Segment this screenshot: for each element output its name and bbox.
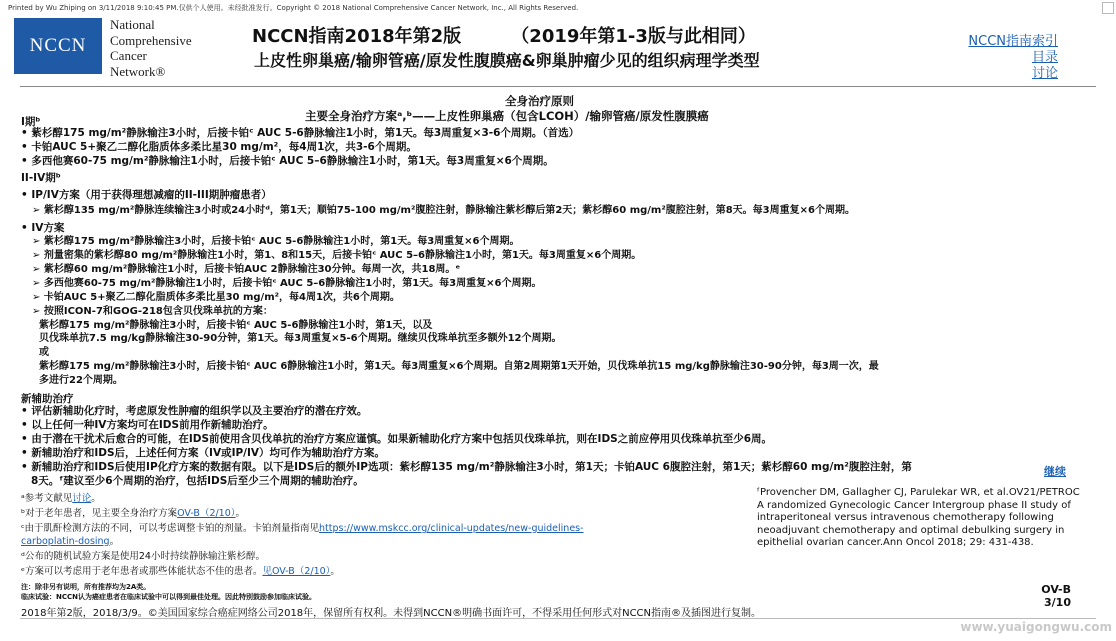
discussion-footnote-link[interactable]: 讨论 bbox=[72, 493, 92, 504]
citation-line: ᶠProvencher DM, Gallagher CJ, Parulekar WR, et al.OV21/PETROC bbox=[757, 487, 1080, 498]
logo-line: Cancer bbox=[110, 48, 147, 63]
footnote-text: ᵃ参考文献见 bbox=[21, 493, 73, 504]
stage1-label: I期ᵇ bbox=[21, 116, 41, 128]
citation-line: neoadjuvant chemotherapy and optimal debulking surgery in bbox=[757, 524, 1065, 536]
list-item: ➢ 按照ICON-7和GOG-218包含贝伐珠单抗的方案： bbox=[32, 306, 273, 319]
logo-acronym: NCCN bbox=[29, 35, 87, 56]
guideline-title: NCCN指南2018年第2版 （2019年第1-3版与此相同） bbox=[252, 26, 756, 47]
continue-link[interactable]: 继续 bbox=[1044, 465, 1066, 478]
section-heading: 全身治疗原则 bbox=[505, 94, 574, 108]
ov-b-link-2[interactable]: 见OV-B（2/10） bbox=[262, 566, 331, 577]
citation-line: epithelial ovarian cancer.Ann Oncol 2018; 29: 431-438. bbox=[757, 537, 1034, 548]
list-item: ➢ 多西他赛60-75 mg/m²静脉输注1小时，后接卡铂ᶜ AUC 5–6静脉输注1小时，第1天。每3周重复×6个周期。 bbox=[32, 278, 541, 291]
citation-line: intraperitoneal versus intravenous chemotherapy following bbox=[757, 512, 1054, 523]
list-item: • 卡铂AUC 5+聚乙二醇化脂质体多柔比星30 mg/m²，每4周1次，共3-6个周期。 bbox=[21, 141, 417, 153]
page-number: 3/10 bbox=[1044, 596, 1071, 609]
copyright-footer: 2018年第2版，2018/3/9。©美国国家综合癌症网络公司2018年，保留所有权利。未得到NCCN®明确书面许可，不得采用任何形式对NCCN指南®及插图进行复制。 bbox=[21, 608, 762, 619]
list-item: 8天。ᶠ建议至少6个周期的治疗，包括IDS后至少三个周期的辅助治疗。 bbox=[31, 475, 364, 487]
top-nav-links bbox=[968, 34, 1058, 82]
footnote-text: 。 bbox=[235, 508, 246, 519]
list-item: • 紫杉醇175 mg/m²静脉输注3小时，后接卡铂ᶜ AUC 5-6静脉输注1小时，第1天。每3周重复×3-6个周期。（首选） bbox=[21, 127, 580, 139]
list-item: • 新辅助治疗和IDS后使用IP化疗方案的数据有限。以下是IDS后的额外IP选项：紫杉醇135 mg/m²静脉输注3小时，第1天；卡铂AUC 6腹腔注射，第1天；紫杉醇60 mg/m²腹腔注射，第 bbox=[21, 461, 912, 473]
footnote-a bbox=[21, 493, 101, 505]
list-item: ➢ 剂量密集的紫杉醇80 mg/m²静脉输注1小时，第1、8和15天，后接卡铂ᶜ AUC 5–6静脉输注1小时，第1天。每3周重复×6个周期。 bbox=[32, 250, 641, 263]
icon-regimen-line: 多进行22个周期。 bbox=[39, 375, 123, 386]
list-item: • 新辅助治疗和IDS后，上述任何方案（IV或IP/IV）均可作为辅助治疗方案。 bbox=[21, 447, 386, 459]
page-code bbox=[1041, 583, 1071, 609]
icon-regimen-line: 紫杉醇175 mg/m²静脉输注3小时，后接卡铂ᶜ AUC 6静脉输注1小时，第1天。每3周重复×6个周期。自第2周期第1天开始，贝伐珠单抗15 mg/kg静脉输注30-90分钟，每3周一次，最 bbox=[39, 361, 879, 372]
site-watermark: www.yuaigongwu.com bbox=[960, 620, 1112, 634]
list-item: • 多西他赛60-75 mg/m²静脉输注1小时，后接卡铂ᶜ AUC 5–6静脉输注1小时，第1天。每3周重复×6个周期。 bbox=[21, 155, 554, 167]
ov-b-link[interactable]: OV-B（2/10） bbox=[177, 508, 236, 519]
footnote-c bbox=[21, 523, 584, 535]
list-item: ➢ 卡铂AUC 5+聚乙二醇化脂质体多柔比星30 mg/m²，每4周1次，共6个周期。 bbox=[32, 292, 400, 305]
footnote-c-cont bbox=[21, 536, 119, 548]
nccn-logo bbox=[14, 18, 102, 74]
ip-iv-label: • IP/IV方案（用于获得理想减瘤的II-III期肿瘤患者） bbox=[21, 189, 272, 201]
icon-regimen-line: 紫杉醇175 mg/m²静脉输注3小时，后接卡铂ᶜ AUC 5-6静脉输注1小时，第1天，以及 bbox=[39, 320, 433, 331]
guideline-index-link[interactable]: NCCN指南索引 bbox=[968, 34, 1058, 49]
category-note: 注：除非另有说明，所有推荐均为2A类。 bbox=[21, 583, 151, 591]
footnote-text: ᶜ由于肌酐检测方法的不同，可以考虑调整卡铂的剂量。卡铂剂量指南见 bbox=[21, 523, 320, 534]
list-item: • 由于潜在干扰术后愈合的可能，在IDS前使用含贝伐单抗的治疗方案应谨慎。如果新辅助化疗方案中包括贝伐珠单抗，则在IDS之前应停用贝伐珠单抗至少6周。 bbox=[21, 433, 773, 445]
footnote-d: ᵈ公布的随机试验方案是使用24小时持续静脉输注紫杉醇。 bbox=[21, 551, 265, 562]
icon-regimen-line: 或 bbox=[39, 347, 49, 358]
window-corner bbox=[1102, 2, 1114, 14]
list-item: ➢ 紫杉醇60 mg/m²静脉输注1小时，后接卡铂AUC 2静脉输注30分钟。每周一次，共18周。ᵉ bbox=[32, 264, 460, 277]
logo-line: Comprehensive bbox=[110, 32, 192, 48]
footnote-text: 。 bbox=[330, 566, 340, 577]
footnote-text: ᵉ方案可以考虑用于老年患者或那些体能状态不佳的患者。 bbox=[21, 566, 263, 577]
footer-divider bbox=[20, 618, 1096, 619]
header-divider bbox=[20, 86, 1096, 87]
page-code-label: OV-B bbox=[1041, 583, 1071, 596]
logo-line: Network® bbox=[110, 63, 166, 79]
stage2-label: II-IV期ᵇ bbox=[21, 172, 61, 184]
iv-label: • IV方案 bbox=[21, 222, 65, 234]
footnote-text: 。 bbox=[91, 493, 101, 504]
carboplatin-dosing-link[interactable]: https://www.mskcc.org/clinical-updates/new-guidelines- bbox=[319, 523, 584, 534]
clinical-trial-note: 临床试验：NCCN认为癌症患者在临床试验中可以得到最佳处理。因此特别鼓励参加临床试验。 bbox=[21, 593, 316, 601]
footnote-b bbox=[21, 508, 245, 520]
icon-regimen-line: 贝伐珠单抗7.5 mg/kg静脉输注30-90分钟，第1天。每3周重复×5-6个周期。继续贝伐珠单抗至多额外12个周期。 bbox=[39, 333, 562, 344]
citation bbox=[757, 487, 1080, 550]
footnote-text: ᵇ对于老年患者，见主要全身治疗方案 bbox=[21, 508, 178, 519]
list-item: • 以上任何一种IV方案均可在IDS前用作新辅助治疗。 bbox=[21, 419, 274, 431]
neoadjuvant-label: 新辅助治疗 bbox=[21, 393, 74, 405]
logo-wordmark bbox=[110, 17, 192, 79]
guideline-subtitle: 上皮性卵巢癌/输卵管癌/原发性腹膜癌&卵巢肿瘤少见的组织病理学类型 bbox=[254, 51, 760, 70]
list-item: ➢ 紫杉醇175 mg/m²静脉输注3小时，后接卡铂ᶜ AUC 5-6静脉输注1小时，第1天。每3周重复×6个周期。 bbox=[32, 236, 520, 249]
list-item: ➢ 紫杉醇135 mg/m²静脉连续输注3小时或24小时ᵈ，第1天；顺铂75-100 mg/m²腹腔注射，静脉输注紫杉醇后第2天；紫杉醇60 mg/m²腹腔注射，第8天。每3周重复×6个周期。 bbox=[32, 205, 855, 218]
logo-line: National bbox=[110, 17, 155, 32]
list-item: • 评估新辅助化疗时，考虑原发性肿瘤的组织学以及主要治疗的潜在疗效。 bbox=[21, 405, 368, 417]
carboplatin-dosing-link-cont[interactable]: carboplatin-dosing bbox=[21, 536, 110, 547]
section-subheading: 主要全身治疗方案ᵃ,ᵇ——上皮性卵巢癌（包含LCOH）/输卵管癌/原发性腹膜癌 bbox=[305, 109, 709, 123]
footnote-text: 。 bbox=[109, 536, 120, 547]
discussion-link[interactable]: 讨论 bbox=[1031, 66, 1058, 81]
footnote-e bbox=[21, 566, 340, 578]
printed-by-line: Printed by Wu Zhiping on 3/11/2018 9:10:45 PM.仅供个人使用。未经批准发行。Copyright © 2018 National Comprehensive Cancer Network, Inc., All Rights Reserved. bbox=[8, 4, 579, 12]
citation-line: A randomized Gynecologic Cancer Intergroup phase II study of bbox=[757, 499, 1071, 511]
toc-link[interactable]: 目录 bbox=[1031, 50, 1058, 65]
